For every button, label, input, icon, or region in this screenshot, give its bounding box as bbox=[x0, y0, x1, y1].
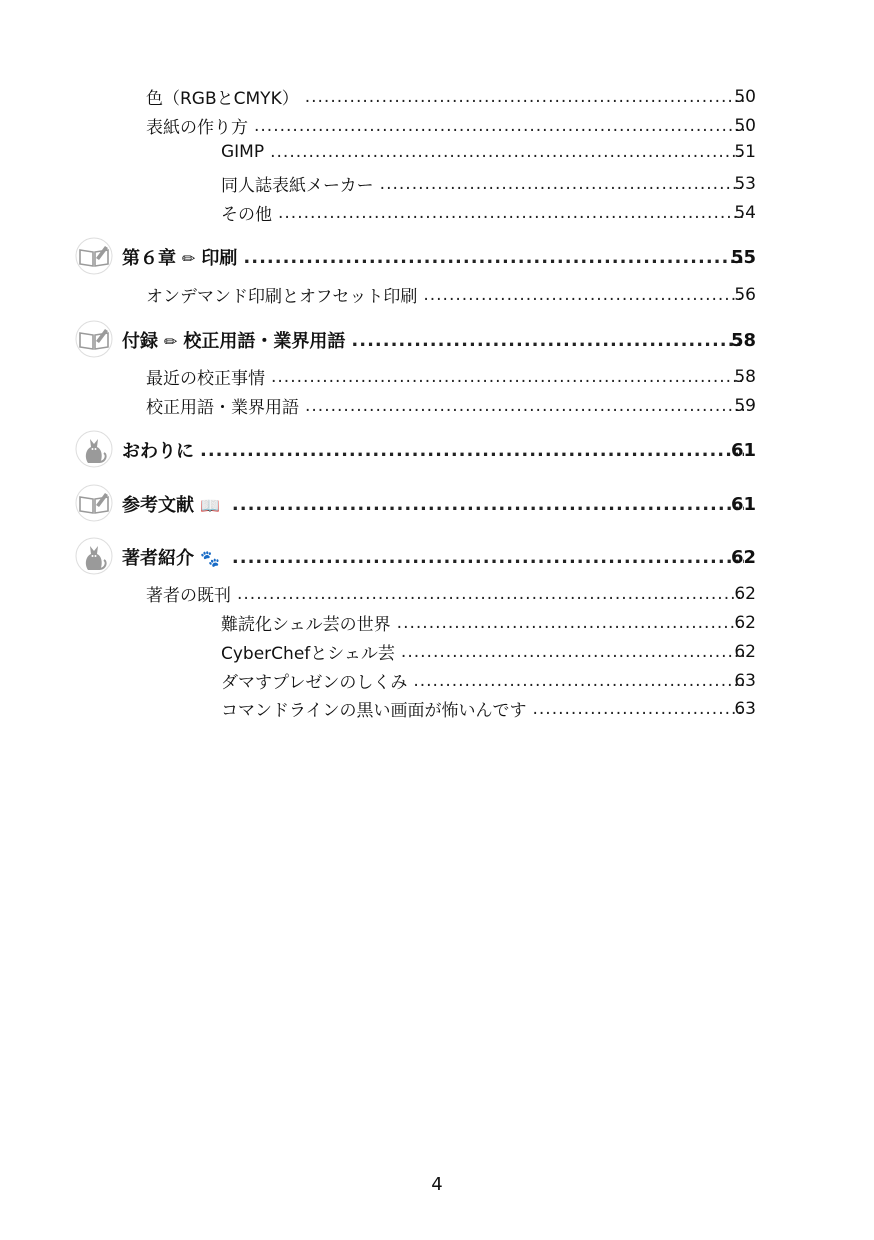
pencil-icon: ✏ bbox=[182, 249, 196, 268]
toc-entry bbox=[0, 282, 874, 307]
chapter-number: 第６章 bbox=[122, 248, 176, 269]
toc-page: 58 bbox=[730, 329, 756, 351]
dot-leader bbox=[232, 494, 744, 515]
page-number: 4 bbox=[431, 1174, 443, 1195]
dot-leader bbox=[270, 142, 744, 162]
dot-leader bbox=[200, 440, 744, 461]
toc-entry bbox=[0, 200, 874, 225]
toc-title: 難読化シェル芸の世界 bbox=[221, 615, 391, 635]
toc-entry bbox=[0, 610, 874, 635]
toc-title: ダマすプレゼンのしくみ bbox=[221, 673, 408, 693]
toc-title: GIMP bbox=[221, 142, 265, 162]
chapter-title: 参考文献 bbox=[122, 495, 194, 516]
toc-page: 62 bbox=[734, 583, 756, 604]
toc-page: 55 bbox=[730, 246, 756, 268]
toc-entry bbox=[0, 113, 874, 138]
dot-leader bbox=[401, 642, 744, 662]
toc-entry bbox=[0, 696, 874, 721]
dot-leader bbox=[254, 116, 744, 136]
toc-entry bbox=[0, 84, 874, 109]
paw-icon: 🐾 bbox=[200, 549, 220, 568]
toc-page: 61 bbox=[730, 493, 756, 515]
dot-leader bbox=[380, 174, 744, 194]
toc-title: コマンドラインの黒い画面が怖いんです bbox=[221, 701, 527, 721]
toc-entry bbox=[0, 393, 874, 418]
toc-entry bbox=[0, 581, 874, 606]
toc-page: 50 bbox=[734, 86, 756, 107]
toc-entry bbox=[0, 364, 874, 389]
toc-chapter bbox=[0, 544, 874, 570]
toc-page: 58 bbox=[734, 366, 756, 387]
dot-leader bbox=[278, 203, 744, 223]
toc-page: 61 bbox=[730, 439, 756, 461]
toc-page: 54 bbox=[734, 202, 756, 223]
toc-title: 表紙の作り方 bbox=[146, 118, 248, 138]
dot-leader bbox=[413, 671, 744, 691]
dot-leader bbox=[305, 396, 744, 416]
dot-leader bbox=[397, 613, 744, 633]
toc-title: その他 bbox=[221, 205, 272, 225]
toc-title: 同人誌表紙メーカー bbox=[221, 176, 374, 196]
pencil-icon: ✏ bbox=[164, 332, 178, 351]
toc-chapter bbox=[0, 327, 874, 353]
dot-leader bbox=[237, 584, 744, 604]
toc-title: CyberChefとシェル芸 bbox=[221, 644, 395, 664]
chapter-number: 付録 bbox=[122, 331, 158, 352]
dot-leader bbox=[232, 547, 744, 568]
chapter-title: おわりに bbox=[122, 441, 194, 462]
toc-chapter bbox=[0, 437, 874, 463]
toc-page: 59 bbox=[734, 395, 756, 416]
toc-page: 51 bbox=[734, 142, 756, 162]
toc-page: 56 bbox=[734, 284, 756, 305]
toc-chapter bbox=[0, 491, 874, 517]
toc-page: 63 bbox=[734, 698, 756, 719]
toc-page: 50 bbox=[734, 115, 756, 136]
dot-leader bbox=[351, 330, 744, 351]
toc-title: 最近の校正事情 bbox=[146, 369, 265, 389]
toc-entry bbox=[0, 668, 874, 693]
toc-page: 62 bbox=[734, 641, 756, 662]
dot-leader bbox=[271, 367, 744, 387]
dot-leader bbox=[533, 699, 745, 719]
toc-page: 62 bbox=[734, 612, 756, 633]
open-book-icon: 📖 bbox=[200, 496, 220, 515]
toc-page: 62 bbox=[730, 546, 756, 568]
toc-title: 著者の既刊 bbox=[146, 586, 231, 606]
toc-page: 53 bbox=[734, 173, 756, 194]
dot-leader bbox=[243, 247, 744, 268]
toc-title: オンデマンド印刷とオフセット印刷 bbox=[146, 287, 418, 307]
toc-chapter bbox=[0, 244, 874, 270]
toc-page: 63 bbox=[734, 670, 756, 691]
toc-entry bbox=[0, 142, 874, 162]
dot-leader bbox=[423, 285, 744, 305]
toc-title: 色（RGBとCMYK） bbox=[146, 89, 299, 109]
toc-entry bbox=[0, 171, 874, 196]
chapter-title: 校正用語・業界用語 bbox=[183, 331, 346, 352]
toc-title: 校正用語・業界用語 bbox=[146, 398, 299, 418]
dot-leader bbox=[305, 87, 744, 107]
toc-entry bbox=[0, 639, 874, 664]
chapter-title: 印刷 bbox=[201, 248, 238, 269]
chapter-title: 著者紹介 bbox=[122, 548, 194, 569]
